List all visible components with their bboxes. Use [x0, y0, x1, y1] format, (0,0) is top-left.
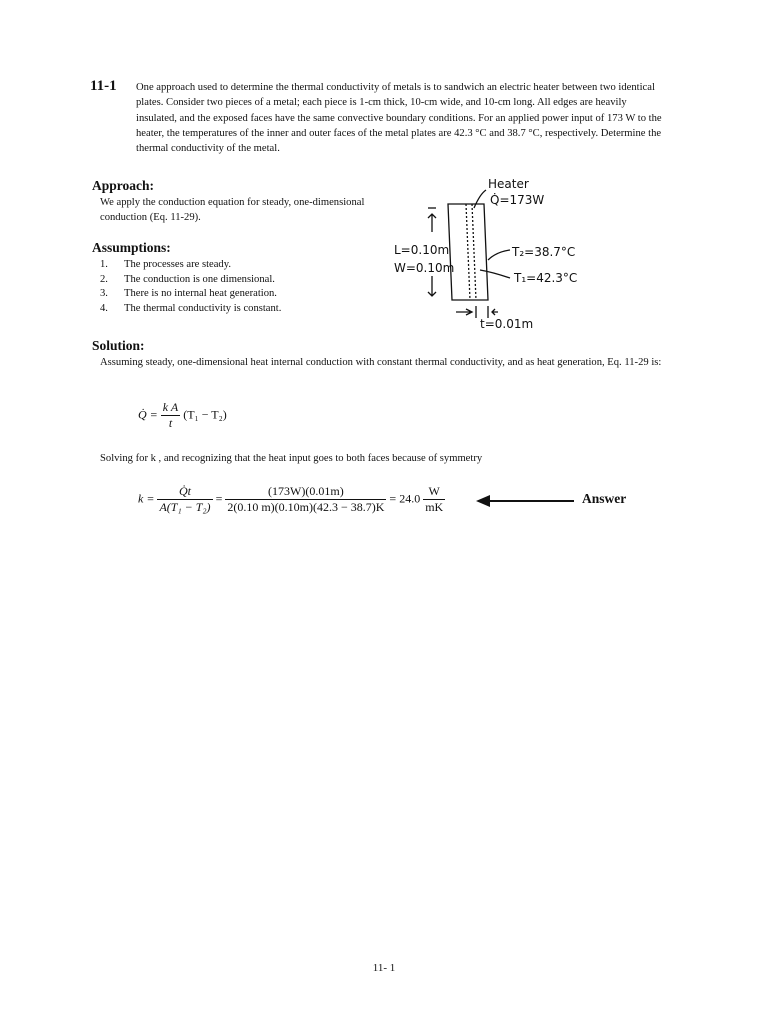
eq2-f2-numerator: (173W)(0.01m) [225, 484, 386, 500]
eq2-unit-numerator: W [423, 484, 445, 500]
eq2-f1-numerator: Q̇t [157, 484, 212, 500]
t-arrow-right [492, 309, 498, 315]
L-label: L=0.10m [394, 243, 450, 257]
approach-heading: Approach: [92, 178, 155, 193]
assumption-text: The thermal conductivity is constant. [124, 302, 282, 314]
eq2-unit [423, 484, 445, 515]
assumption-number: 4. [100, 302, 108, 314]
eq1-lhs: Q̇ = [138, 407, 158, 422]
eq1-numerator: k A [162, 400, 179, 414]
heater-strip [466, 204, 470, 300]
assumption-text: The processes are steady. [124, 259, 231, 270]
solution-section [92, 338, 682, 371]
assumption-text: There is no internal heat generation. [124, 288, 277, 299]
approach-section [92, 178, 372, 225]
assumption-item [100, 302, 392, 317]
eq2-equals: = [215, 491, 223, 506]
assumption-number: 3. [100, 288, 108, 299]
solution-heading: Solution: [92, 338, 145, 353]
eq1-fraction [161, 400, 180, 431]
problem-statement: One approach used to determine the thermal conductivity of metals is to sandwich an electric heater between two identical plates. Consider two pieces of a metal; each piece is 1-cm thick, 10-cm wide, and 10-cm long. All edges are heavily insulated, and the exposed faces have the same convective boundary conditions. For an applied power input of 173 W to the heater, the temperatures of the inner and outer faces of the metal plates are 42.3 °C and 38.7 °C, respectively. Determine the thermal conductivity of the metal. [136, 82, 662, 155]
T1-leader [480, 270, 510, 278]
answer-arrow-icon [476, 493, 576, 509]
t-arrow-left [456, 309, 472, 315]
T1-label: T₁=42.3°C [514, 271, 578, 285]
eq2-lhs: k = [138, 491, 155, 506]
assumption-item [100, 273, 392, 288]
eq1-denominator: t [168, 416, 173, 430]
eq2-fraction-2 [225, 484, 386, 515]
heater-plate-figure [392, 172, 582, 334]
eq2-f1-denominator: A(T₁ − T₂) [159, 500, 211, 514]
eq2-f2-denominator: 2(0.10 m)(0.10m)(42.3 − 38.7)K [227, 500, 385, 514]
heater-strip-inner [472, 204, 476, 300]
assumption-item [100, 258, 392, 273]
T2-leader [488, 250, 510, 260]
T2-label: T₂=38.7°C [512, 245, 576, 259]
assumptions-list [100, 258, 392, 316]
L-arrow-up [428, 214, 436, 232]
solving-text: Solving for k , and recognizing that the heat input goes to both faces because of symmetry [100, 453, 483, 464]
t-label: t=0.01m [480, 317, 534, 331]
assumption-number: 2. [100, 273, 108, 285]
solution-text: Assuming steady, one-dimensional heat internal conduction with constant thermal conductivity, and as heat generation, Eq. 11-29 is: [100, 357, 662, 368]
answer-label: Answer [582, 491, 627, 506]
eq2-unit-denominator: mK [425, 500, 444, 514]
eq1-rhs: (T₁ − T₂) [183, 407, 227, 422]
assumptions-section [92, 240, 392, 316]
eq2-result: = 24.0 [389, 491, 421, 506]
solution-equation [138, 484, 445, 515]
assumptions-heading: Assumptions: [92, 240, 171, 255]
L-arrow-down [428, 276, 436, 296]
page-number: 11- 1 [372, 962, 396, 974]
approach-text: We apply the conduction equation for steady, one-dimensional conduction (Eq. 11-29). [100, 197, 365, 223]
problem-number: 11-1 [90, 78, 117, 94]
assumption-text: The conduction is one dimensional. [124, 273, 275, 285]
q-label: Q̇=173W [490, 193, 545, 207]
assumption-number: 1. [100, 259, 108, 270]
W-label: W=0.10m [394, 261, 455, 275]
assumption-item [100, 287, 392, 302]
eq2-fraction-1 [157, 484, 212, 515]
conduction-equation [138, 400, 227, 431]
heater-label: Heater [488, 177, 529, 191]
